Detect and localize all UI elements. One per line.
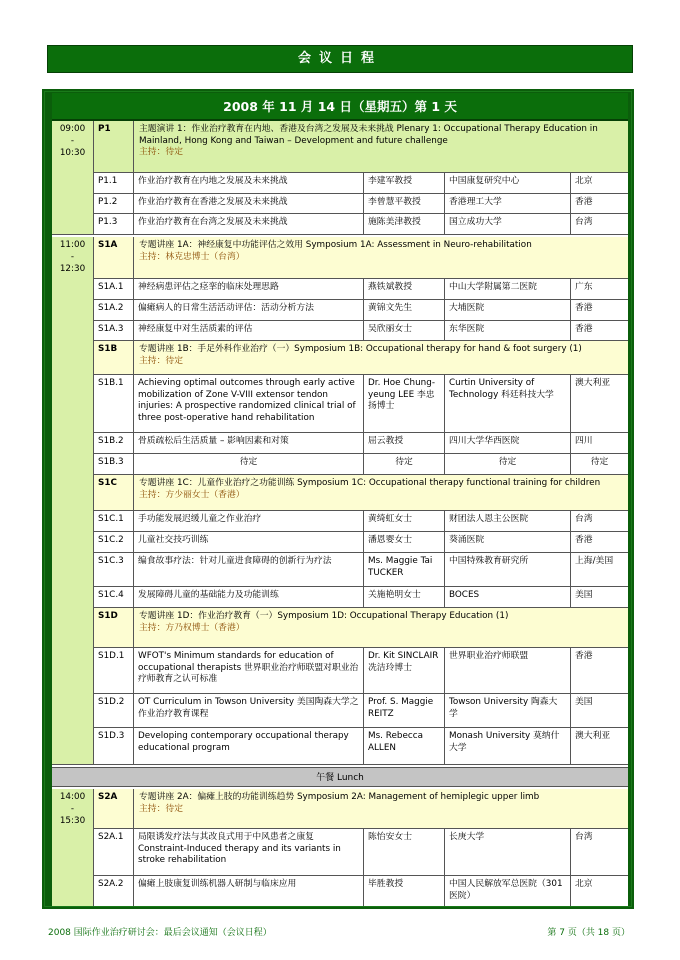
row-code: S1D.1 [94,648,134,693]
row-institution: 大埔医院 [445,300,571,320]
session-title: 专题讲座 1C：儿童作业治疗之功能训练 Symposium 1C: Occupational therapy functional training for children [139,478,601,488]
row-location: 北京 [575,879,593,889]
row-code: S1D.2 [94,694,134,727]
row-speaker: Dr. Kit SINCLAIR 冼洁玲博士 [364,648,445,693]
session-chair: 主持：待定 [139,355,183,366]
row-topic: WFOT's Minimum standards for education of occupational therapists 世界职业治疗师联盟对职业治疗师教育之认可标准 [134,648,364,693]
table-row [94,433,628,454]
table-row [94,214,628,235]
time-end: 12:30 [59,264,86,274]
session-header-p1 [94,121,628,173]
row-institution: 中国特殊教育研究所 [445,553,571,586]
row-location: 四川 [575,436,593,446]
table-row [94,728,628,765]
table-row [94,279,628,300]
row-code: P1.3 [94,214,134,234]
session-code: S1C [94,475,134,510]
row-speaker: Dr. Hoe Chung-yeung LEE 李忠扬博士 [364,375,445,432]
session-title: 专题讲座 1D：作业治疗教育（一）Symposium 1D: Occupational Therapy Education (1) [139,611,509,621]
row-speaker: 黄绮虹女士 [364,511,445,531]
session-code: P1 [94,121,134,172]
session-header-s1c [94,475,628,511]
table-row [94,876,628,909]
row-location: 香港 [575,651,593,661]
row-location: 台湾 [575,217,593,227]
row-speaker: 陈怡安女士 [364,829,445,875]
row-speaker: 关施艳明女士 [364,587,445,607]
table-row [94,553,628,587]
table-row [94,532,628,553]
row-speaker: Ms. Rebecca ALLEN [364,728,445,764]
row-institution: 四川大学华西医院 [445,433,571,453]
table-row [94,829,628,876]
row-code: S1C.4 [94,587,134,607]
row-code: S1C.3 [94,553,134,586]
row-location: 澳大利亚 [575,378,611,388]
row-topic: 作业治疗教育在台湾之发展及未来挑战 [134,214,364,234]
row-speaker: 李建军教授 [364,173,445,193]
row-institution: Towson University 陶森大学 [445,694,571,727]
session-chair: 主持：方少丽女士（香港） [139,489,245,500]
row-code: S2A.2 [94,876,134,908]
row-code: P1.1 [94,173,134,193]
row-speaker: 施陈美津教授 [364,214,445,234]
row-topic: 编食故事疗法：针对儿童进食障碍的创新行为疗法 [134,553,364,586]
time-end: 10:30 [59,148,86,158]
row-speaker: 毕胜教授 [364,876,445,908]
row-institution: 中国康复研究中心 [445,173,571,193]
row-location: 台湾 [575,514,593,524]
row-location: 待定 [590,457,609,467]
row-institution: Monash University 莫纳什大学 [445,728,571,764]
row-code: P1.2 [94,194,134,213]
session-header-s2a [94,789,628,829]
row-topic: Developing contemporary occupational therapy educational program [134,728,364,764]
row-speaker: 吴欣丽女士 [364,321,445,340]
session-code: S1A [94,237,134,278]
row-topic: 偏瘫病人的日常生活活动评估：活动分析方法 [134,300,364,320]
row-location: 美国 [575,697,593,707]
table-row [94,587,628,608]
row-location: 美国 [575,590,593,600]
session-code: S1D [94,608,134,647]
table-row [94,194,628,214]
session-header-s1b [94,341,628,375]
session-code: S2A [94,789,134,828]
time-start: 14:00 [59,792,86,802]
row-code: S2A.1 [94,829,134,875]
table-row [94,511,628,532]
session-title: 专题讲座 1B：手足外科作业治疗（一）Symposium 1B: Occupational therapy for hand & foot surgery (1) [139,344,582,354]
row-code: S1C.2 [94,532,134,552]
footer-title: 2008 国际作业治疗研讨会：最后会议通知（会议日程） [48,928,272,938]
row-speaker: Prof. S. Maggie REITZ [364,694,445,727]
row-code: S1D.3 [94,728,134,764]
row-topic: 作业治疗教育在香港之发展及未来挑战 [134,194,364,213]
row-institution: 东华医院 [445,321,571,340]
time-dash: - [70,136,75,146]
row-topic: 儿童社交技巧训练 [134,532,364,552]
row-location: 香港 [575,303,593,313]
session-chair: 主持：待定 [139,147,183,157]
session-chair: 主持：林克忠博士（台湾） [139,251,245,262]
row-topic: 作业治疗教育在内地之发展及未来挑战 [134,173,364,193]
row-code: S1B.1 [94,375,134,432]
row-location: 澳大利亚 [575,731,611,741]
time-start: 11:00 [59,240,86,250]
table-row [94,321,628,341]
row-location: 上海/美国 [575,556,614,566]
table-row [94,300,628,321]
session-chair: 主持：方乃权博士（香港） [139,622,245,633]
table-row [94,694,628,728]
row-location: 香港 [575,324,593,334]
row-speaker: 待定 [364,454,445,474]
row-topic: 偏瘫上肢康复训练机器人研制与临床应用 [134,876,364,908]
row-location: 广东 [575,282,593,292]
row-code: S1A.1 [94,279,134,299]
row-institution: 香港理工大学 [445,194,571,213]
table-row [94,375,628,433]
row-institution: 世界职业治疗师联盟 [445,648,571,693]
row-institution: 国立成功大学 [445,214,571,234]
row-institution: 长庚大学 [445,829,571,875]
row-topic: 局限诱发疗法与其改良式用于中风患者之康复 Constraint-Induced therapy and its variants in stroke rehabilitation [134,829,364,875]
table-row [94,173,628,194]
session-header-s1d [94,608,628,648]
table-row [94,648,628,694]
row-speaker: 屈云教授 [364,433,445,453]
row-code: S1A.3 [94,321,134,340]
row-speaker: Ms. Maggie Tai TUCKER [364,553,445,586]
row-topic: 神经病患评估之痉挛的临床处理思路 [134,279,364,299]
row-institution: 财团法人恩主公医院 [445,511,571,531]
row-topic: Achieving optimal outcomes through early active mobilization of Zone V-VIII extensor tendon injuries: A prospective randomized clinical trial of three post-operative hand rehabilitation [134,375,364,432]
session-header-s1a [94,237,628,279]
row-topic: 手功能发展迟缓儿童之作业治疗 [134,511,364,531]
row-location: 香港 [575,535,593,545]
session-chair: 主持：待定 [139,803,183,814]
row-code: S1B.2 [94,433,134,453]
time-slot-1 [52,121,94,235]
time-start: 09:00 [59,124,86,134]
table-row [94,454,628,475]
row-institution: Curtin University of Technology 科廷科技大学 [445,375,571,432]
time-dash: - [70,804,75,814]
lunch-break: 午餐 Lunch [52,767,628,787]
schedule-banner: 会议日程 [47,45,633,73]
row-speaker: 燕铁斌教授 [364,279,445,299]
row-location: 北京 [575,176,593,186]
row-speaker: 潘恩婴女士 [364,532,445,552]
row-code: S1C.1 [94,511,134,531]
schedule-table [52,93,628,907]
time-slot-3 [52,789,94,909]
row-institution: 葵涌医院 [445,532,571,552]
row-code: S1B.3 [94,454,134,474]
time-end: 15:30 [59,816,86,826]
row-topic: OT Curriculum in Towson University 美国陶森大学之作业治疗教育课程 [134,694,364,727]
session-code: S1B [94,341,134,374]
row-location: 台湾 [575,832,593,842]
row-location: 香港 [575,197,593,207]
schedule-frame [42,89,634,909]
row-speaker: 李曾慧平教授 [364,194,445,213]
row-institution: BOCES [445,587,571,607]
row-institution: 中国人民解放军总医院（301 医院） [445,876,571,908]
row-topic: 神经康复中对生活质素的评估 [134,321,364,340]
time-dash: - [70,252,75,262]
session-title: 专题讲座 1A：神经康复中功能评估之效用 Symposium 1A: Assessment in Neuro-rehabilitation [139,240,532,250]
day-header: 2008 年 11 月 14 日（星期五）第 1 天 [52,93,628,121]
time-slot-2 [52,237,94,765]
row-speaker: 黄锦文先生 [364,300,445,320]
footer-page-number: 第 7 页（共 18 页） [547,928,630,938]
row-topic: 待定 [134,454,364,474]
row-topic: 骨质疏松后生活质量 – 影响因素和对策 [134,433,364,453]
session-title: 专题讲座 2A：偏瘫上肢的功能训练趋势 Symposium 2A: Management of hemiplegic upper limb [139,792,540,802]
row-institution: 中山大学附属第二医院 [445,279,571,299]
row-code: S1A.2 [94,300,134,320]
session-title: 主题演讲 1：作业治疗教育在内地、香港及台湾之发展及未来挑战 Plenary 1: Occupational Therapy Education in Mainland, Hong Kong and Taiwan – Development and future challenge [139,124,598,146]
row-topic: 发展障碍儿童的基础能力及功能训练 [134,587,364,607]
row-institution: 待定 [445,454,571,474]
